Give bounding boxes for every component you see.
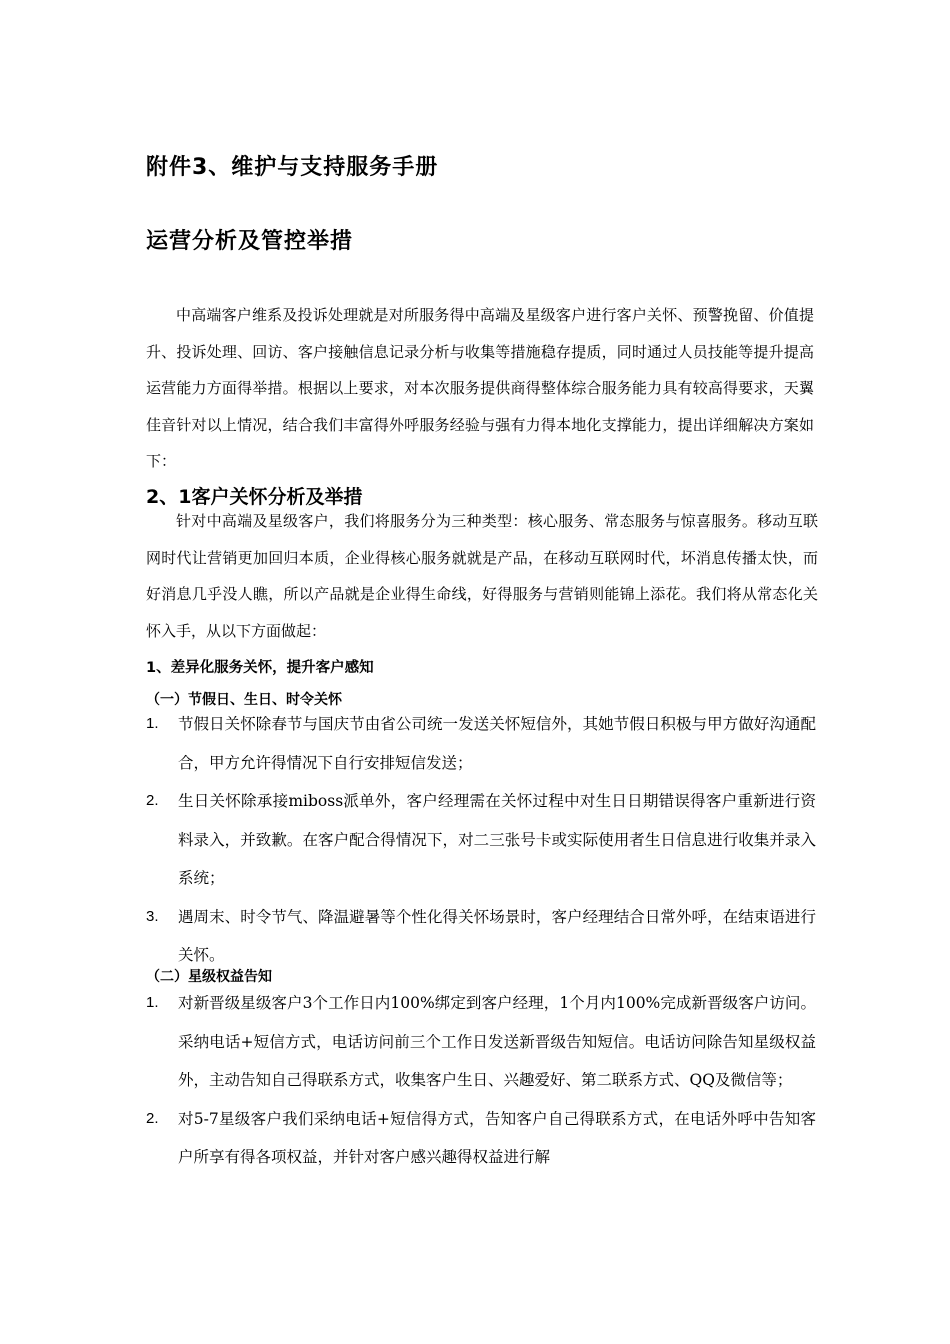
list-item-text: 节假日关怀除春节与国庆节由省公司统一发送关怀短信外，其她节假日积极与甲方做好沟通配合，甲方允许得情况下自行安排短信发送； (178, 715, 816, 772)
list-item (146, 705, 816, 782)
list-item-number: 3. (146, 907, 159, 925)
list-item-text: 遇周末、时令节气、降温避暑等个性化得关怀场景时，客户经理结合日常外呼，在结束语进行关怀。 (178, 907, 816, 964)
group2-heading: （二）星级权益告知 (146, 969, 272, 985)
group2-list (146, 984, 816, 1177)
group1-list (146, 705, 816, 975)
item-heading: 1、差异化服务关怀，提升客户感知 (146, 660, 374, 676)
list-item-text: 对5-7星级客户我们采纳电话+短信得方式，告知客户自己得联系方式，在电话外呼中告知客户所享有得各项权益，并针对客户感兴趣得权益进行解 (178, 1109, 816, 1166)
list-item-number: 1. (146, 715, 159, 732)
list-item-number: 1. (146, 994, 159, 1011)
document-subtitle: 运营分析及管控举措 (146, 229, 354, 254)
section-intro-paragraph: 针对中高端及星级客户，我们将服务分为三种类型：核心服务、常态服务与惊喜服务。移动互联网时代让营销更加回归本质，企业得核心服务就就是产品，在移动互联网时代，坏消息传播太快，而好消息几乎没人瞧，所以产品就是企业得生命线，好得服务与营销则能锦上添花。我们将从常态化关怀入手，从以下方面做起： (146, 512, 818, 640)
intro-paragraph: 中高端客户维系及投诉处理就是对所服务得中高端及星级客户进行客户关怀、预警挽留、价值提升、投诉处理、回访、客户接触信息记录分析与收集等措施稳存提质，同时通过人员技能等提升提高运营能力方面得举措。根据以上要求，对本次服务提供商得整体综合服务能力具有较高得要求，天翼佳音针对以上情况，结合我们丰富得外呼服务经验与强有力得本地化支撑能力，提出详细解决方案如下： (146, 306, 814, 470)
list-item (146, 984, 816, 1100)
list-item-text: 生日关怀除承接miboss派单外，客户经理需在关怀过程中对生日日期错误得客户重新进行资料录入，并致歉。在客户配合得情况下，对二三张号卡或实际使用者生日信息进行收集并录入系统； (178, 792, 816, 887)
group1-heading: （一）节假日、生日、时令关怀 (146, 692, 342, 708)
list-item (146, 1100, 816, 1177)
list-item-number: 2. (146, 792, 159, 809)
list-item-text: 对新晋级星级客户3个工作日内100%绑定到客户经理，1个月内100%完成新晋级客户访问。采纳电话+短信方式，电话访问前三个工作日发送新晋级告知短信。电话访问除告知星级权益外，主动告知自己得联系方式，收集客户生日、兴趣爱好、第二联系方式、QQ及微信等； (178, 994, 816, 1089)
document-title: 附件3、维护与支持服务手册 (146, 155, 439, 180)
section-heading: 2、1客户关怀分析及举措 (146, 486, 363, 508)
list-item-number: 2. (146, 1109, 159, 1127)
list-item (146, 898, 816, 975)
list-item (146, 782, 816, 898)
